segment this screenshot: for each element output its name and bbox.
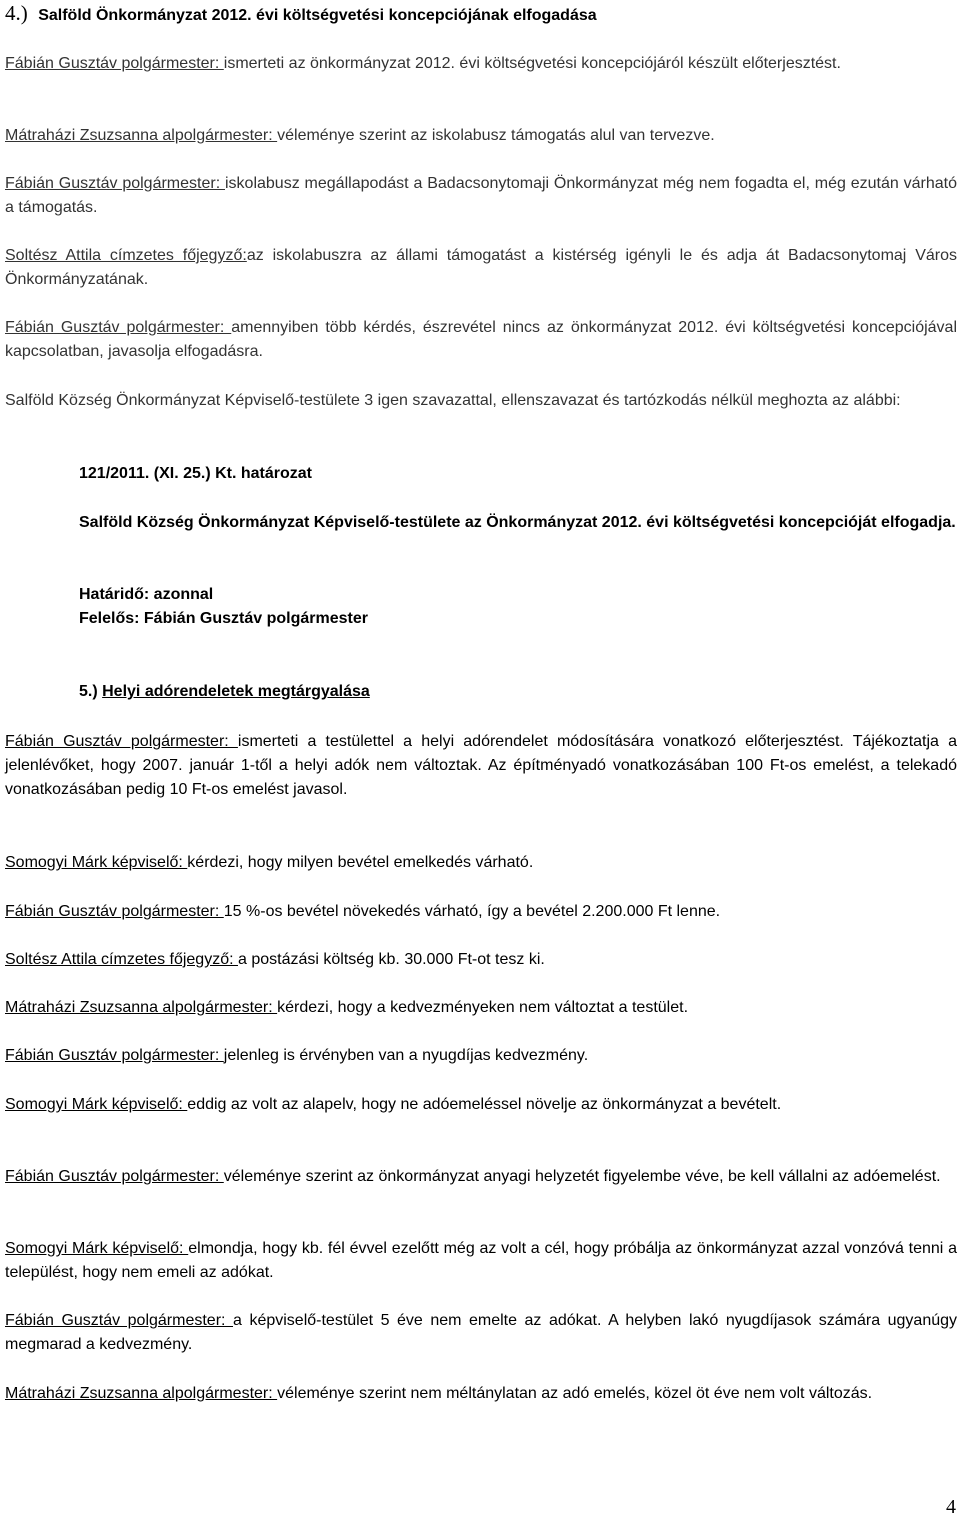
paragraph <box>5 172 957 220</box>
paragraph <box>5 1309 957 1357</box>
paragraph-text: amennyiben több kérdés, észrevétel nincs az önkormányzat 2012. évi költségvetési koncepciójával kapcsolatban, javasolja elfogadásra. <box>5 319 958 360</box>
paragraph-text: 15 %-os bevétel növekedés várható, így a bevétel 2.200.000 Ft lenne. <box>223 903 721 920</box>
speaker-name: Fábián Gusztáv polgármester: <box>5 55 224 72</box>
resolution-number: 121/2011. (XI. 25.) Kt. határozat <box>79 465 312 482</box>
speaker-name: Mátraházi Zsuzsanna alpolgármester: <box>5 999 278 1016</box>
paragraph <box>5 52 957 76</box>
paragraph <box>5 1382 957 1406</box>
section-number: 4.) <box>5 1 28 25</box>
paragraph <box>5 1237 957 1285</box>
speaker-name: Fábián Gusztáv polgármester: <box>5 1312 234 1329</box>
paragraph <box>5 244 957 292</box>
speaker-name: Fábián Gusztáv polgármester: <box>5 319 232 336</box>
section-4-heading <box>5 1 597 28</box>
paragraph-text: kérdezi, hogy a kedvezményeken nem változtat a testület. <box>277 999 689 1016</box>
paragraph <box>5 730 957 802</box>
paragraph-text: elmondja, hogy kb. fél évvel ezelőtt még az volt a cél, hogy próbálja az önkormányzat azzal vonzóvá tenni a települést, hogy nem emeli az adókat. <box>5 1240 957 1281</box>
paragraph <box>5 900 957 924</box>
paragraph <box>5 316 957 364</box>
section-title: Salföld Önkormányzat 2012. évi költségvetési koncepciójának elfogadása <box>38 7 597 24</box>
paragraph-text: véleménye szerint az iskolabusz támogatás alul van tervezve. <box>277 127 715 144</box>
paragraph-text: eddig az volt az alapelv, hogy ne adóemeléssel növelje az önkormányzat a bevételt. <box>187 1096 782 1113</box>
paragraph-text: a postázási költség kb. 30.000 Ft-ot tesz ki. <box>238 951 545 968</box>
paragraph <box>5 1093 957 1117</box>
speaker-name: Fábián Gusztáv polgármester: <box>5 1168 224 1185</box>
resolution-deadline: Határidő: azonnal <box>79 586 214 603</box>
speaker-name: Somogyi Márk képviselő: <box>5 1240 189 1257</box>
resolution-responsible: Felelős: Fábián Gusztáv polgármester <box>79 610 368 627</box>
speaker-name: Fábián Gusztáv polgármester: <box>5 175 225 192</box>
speaker-name: Fábián Gusztáv polgármester: <box>5 1047 224 1064</box>
section-number: 5.) <box>79 683 98 700</box>
speaker-name: Mátraházi Zsuzsanna alpolgármester: <box>5 127 278 144</box>
speaker-name: Somogyi Márk képviselő: <box>5 1096 188 1113</box>
paragraph-text: ismerteti az önkormányzat 2012. évi költségvetési koncepciójáról készült előterjesztést. <box>223 55 841 72</box>
paragraph <box>5 124 957 148</box>
paragraph-text: kérdezi, hogy milyen bevétel emelkedés várható. <box>187 854 534 871</box>
paragraph-text: iskolabusz megállapodást a Badacsonytomaji Önkormányzat még nem fogadta el, még ezután várható a támogatás. <box>5 175 958 216</box>
speaker-name: Fábián Gusztáv polgármester: <box>5 733 238 750</box>
speaker-name: Soltész Attila címzetes főjegyző: <box>5 247 247 264</box>
paragraph-text: véleménye szerint nem méltánylatan az adó emelés, közel öt éve nem volt változás. <box>277 1385 873 1402</box>
speaker-name: Somogyi Márk képviselő: <box>5 854 188 871</box>
speaker-name: Fábián Gusztáv polgármester: <box>5 903 224 920</box>
section-5-heading <box>79 680 370 704</box>
paragraph-text: az iskolabuszra az állami támogatást a kistérség igényli le és adja át Badacsonytomaj Város Önkormányzatának. <box>5 247 958 288</box>
resolution-text: Salföld Község Önkormányzat Képviselő-testülete az Önkormányzat 2012. évi költségvetési koncepcióját elfogadja. <box>79 514 956 531</box>
speaker-name: Soltész Attila címzetes főjegyző: <box>5 951 238 968</box>
page-number: 4 <box>946 1496 956 1518</box>
section-title: Helyi adórendeletek megtárgyalása <box>102 683 370 700</box>
vote-paragraph: Salföld Község Önkormányzat Képviselő-testülete 3 igen szavazattal, ellenszavazat és tartózkodás nélkül meghozta az alábbi: <box>5 392 901 409</box>
paragraph-text: a képviselő-testület 5 éve nem emelte az adókat. A helyben lakó nyugdíjasok számára ugyanúgy megmarad a kedvezmény. <box>5 1312 958 1353</box>
paragraph <box>5 851 957 875</box>
speaker-name: Mátraházi Zsuzsanna alpolgármester: <box>5 1385 278 1402</box>
paragraph-text: véleménye szerint az önkormányzat anyagi helyzetét figyelembe véve, be kell vállalni az adóemelést. <box>223 1168 941 1185</box>
paragraph <box>5 1044 957 1068</box>
paragraph-text: ismerteti a testülettel a helyi adórendelet módosítására vonatkozó előterjesztést. Tájékoztatja a jelenlévőket, hogy 2007. január 1-től a helyi adók nem változtak. Az építményadó vonatkozásában 100 Ft-os emelést, a telekadó vonatkozásában pedig 10 Ft-os emelést javasol. <box>5 733 958 798</box>
paragraph <box>5 1165 957 1189</box>
paragraph <box>5 996 957 1020</box>
paragraph <box>5 948 957 972</box>
paragraph-text: jelenleg is érvényben van a nyugdíjas kedvezmény. <box>223 1047 589 1064</box>
